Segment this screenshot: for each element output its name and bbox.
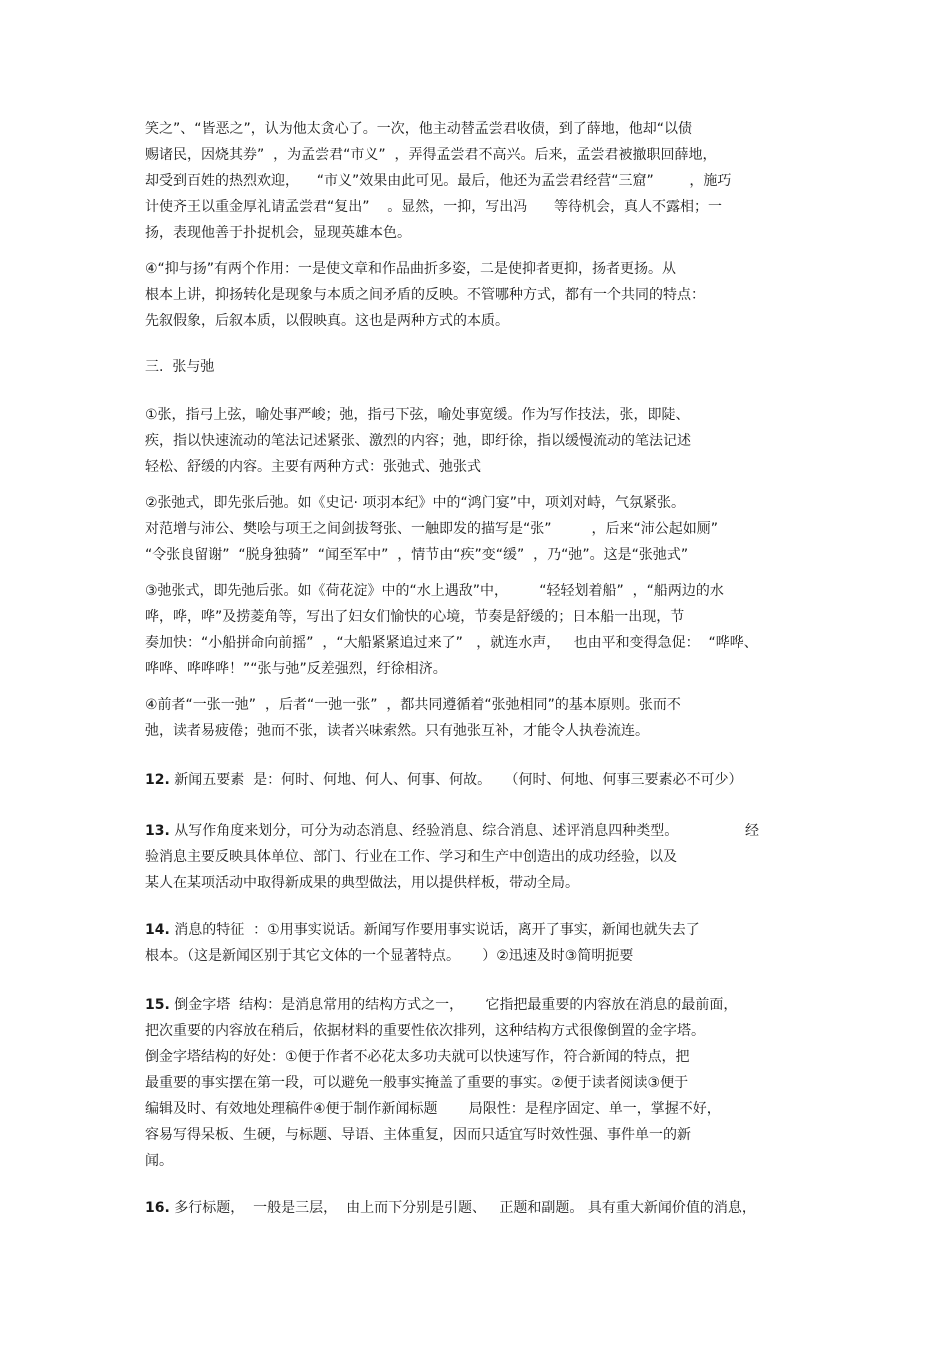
line-text: 根本。（这是新闻区别于其它文体的一个显著特点。 ）②迅速及时③简明扼要	[145, 948, 634, 964]
line-text: 哗哗、哗哗哗！”“张与弛”反差强烈，纡徐相济。	[145, 661, 447, 677]
line-text: 先叙假象，后叙本质，以假映真。这也是两种方式的本质。	[145, 313, 509, 329]
line-text: 某人在某项活动中取得新成果的典型做法，用以提供样板，带动全局。	[145, 875, 579, 891]
item-number: 15.	[145, 997, 170, 1013]
text-line	[145, 1073, 688, 1093]
line-text: 对范增与沛公、樊哙与项王之间剑拔弩张、一触即发的描写是“张” ，后来“沛公起如厕”	[145, 521, 719, 537]
text-line	[145, 770, 743, 790]
text-line	[145, 145, 717, 165]
text-line	[145, 519, 718, 539]
line-text: 容易写得呆板、生硬，与标题、导语、主体重复，因而只适宜写时效性强、事件单一的新	[145, 1127, 691, 1143]
line-text: 验消息主要反映具体单位、部门、行业在工作、学习和生产中创造出的成功经验，以及	[145, 849, 677, 865]
text-line	[145, 357, 214, 377]
line-text: 新闻五要素 是：何时、何地、何人、何事、何故。 （何时、何地、何事三要素必不可少）	[169, 772, 743, 788]
text-line	[145, 873, 579, 893]
line-text: 计使齐王以重金厚礼请孟尝君“复出” 。显然，一抑，写出冯 等待机会，真人不露相；一	[145, 199, 723, 215]
line-text: 把次重要的内容放在稍后，依据材料的重要性依次排列，这种结构方式很像倒置的金字塔。	[145, 1023, 705, 1039]
text-line	[145, 223, 411, 243]
text-line	[145, 1125, 691, 1145]
line-text: 笑之”、“皆恶之”，认为他太贪心了。一次，他主动替孟尝君收债，到了薛地，他却“以债	[145, 121, 693, 137]
line-text: 消息的特征 ：①用事实说话。新闻写作要用事实说话，离开了事实，新闻也就失去了	[169, 922, 700, 938]
text-line	[145, 311, 509, 331]
item-number: 16.	[145, 1200, 170, 1216]
text-line	[145, 920, 700, 940]
text-line	[145, 721, 649, 741]
text-line	[145, 1198, 756, 1218]
line-text: 疾，指以快速流动的笔法记述紧张、激烈的内容；弛，即纡徐，指以缓慢流动的笔法记述	[145, 433, 691, 449]
line-text: ③弛张式，即先弛后张。如《荷花淀》中的“水上遇敌”中， “轻轻划着船” ，“船两边的水	[145, 583, 724, 599]
text-line	[145, 995, 737, 1015]
line-text: 赐诸民，因烧其券” ，为孟尝君“市义” ，弄得孟尝君不高兴。后来，孟尝君被撤职回薛地，	[145, 147, 717, 163]
text-line	[145, 119, 692, 139]
text-line	[145, 259, 676, 279]
text-line	[145, 695, 681, 715]
item-number: 14.	[145, 922, 170, 938]
item-number: 12.	[145, 772, 170, 788]
line-text: 奏加快：“小船拼命向前摇” ，“大船紧紧追过来了” ，就连水声， 也由平和变得急促： “哗哗、	[145, 635, 758, 651]
line-text: 根本上讲，抑扬转化是现象与本质之间矛盾的反映。不管哪种方式，都有一个共同的特点：	[145, 287, 705, 303]
line-text: 多行标题， 一般是三层， 由上而下分别是引题、 正题和副题。 具有重大新闻价值的消息，	[169, 1200, 756, 1216]
text-line	[145, 171, 731, 191]
text-line	[145, 821, 759, 841]
line-text: ④前者“一张一弛” ，后者“一弛一张” ，都共同遵循着“张弛相同”的基本原则。张而不	[145, 697, 681, 713]
line-text: 倒金字塔 结构：是消息常用的结构方式之一， 它指把最重要的内容放在消息的最前面，	[169, 997, 738, 1013]
text-line	[145, 607, 684, 627]
line-text: 从写作角度来划分，可分为动态消息、经验消息、综合消息、述评消息四种类型。 经	[169, 823, 760, 839]
text-line	[145, 581, 724, 601]
text-line	[145, 1099, 721, 1119]
text-line	[145, 659, 447, 679]
line-text: 弛，读者易疲倦；弛而不张，读者兴味索然。只有弛张互补，才能令人执卷流连。	[145, 723, 649, 739]
text-line	[145, 493, 685, 513]
item-number: 13.	[145, 823, 170, 839]
line-text: 轻松、舒缓的内容。主要有两种方式：张弛式、弛张式	[145, 459, 481, 475]
text-line	[145, 1151, 173, 1171]
line-text: 编辑及时、有效地处理稿件④便于制作新闻标题 局限性：是程序固定、单一，掌握不好，	[145, 1101, 721, 1117]
line-text: ②张弛式，即先张后弛。如《史记· 项羽本纪》中的“鸿门宴”中，项刘对峙，气氛紧张。	[145, 495, 685, 511]
line-text: 扬，表现他善于扑捉机会，显现英雄本色。	[145, 225, 411, 241]
line-text: 三. 张与弛	[145, 359, 215, 375]
text-line	[145, 946, 633, 966]
line-text: 倒金字塔结构的好处：①便于作者不必花太多功夫就可以快速写作，符合新闻的特点，把	[145, 1049, 690, 1065]
line-text: 最重要的事实摆在第一段，可以避免一般事实掩盖了重要的事实。②便于读者阅读③便于	[145, 1075, 689, 1091]
text-line	[145, 633, 758, 653]
line-text: 闻。	[145, 1153, 173, 1169]
line-text: ④“抑与扬”有两个作用：一是使文章和作品曲折多姿，二是使抑者更抑，扬者更扬。从	[145, 261, 677, 277]
text-line	[145, 1047, 690, 1067]
line-text: 却受到百姓的热烈欢迎， “市义”效果由此可见。最后，他还为孟尝君经营“三窟” ，施巧	[145, 173, 732, 189]
text-line	[145, 457, 481, 477]
line-text: 哗，哗，哗”及捞菱角等，写出了妇女们愉快的心境，节奏是舒缓的；日本船一出现，节	[145, 609, 685, 625]
line-text: ①张，指弓上弦，喻处事严峻；弛，指弓下弦，喻处事宽缓。作为写作技法，张，即陡、	[145, 407, 690, 423]
text-line	[145, 197, 722, 217]
text-line	[145, 545, 688, 565]
line-text: “令张良留谢” “脱身独骑” “闻至军中” ，情节由“疾”变“缓” ，乃“弛”。这是“张弛式”	[145, 547, 689, 563]
text-line	[145, 285, 705, 305]
text-line	[145, 405, 690, 425]
text-line	[145, 847, 677, 867]
text-line	[145, 431, 691, 451]
text-line	[145, 1021, 705, 1041]
